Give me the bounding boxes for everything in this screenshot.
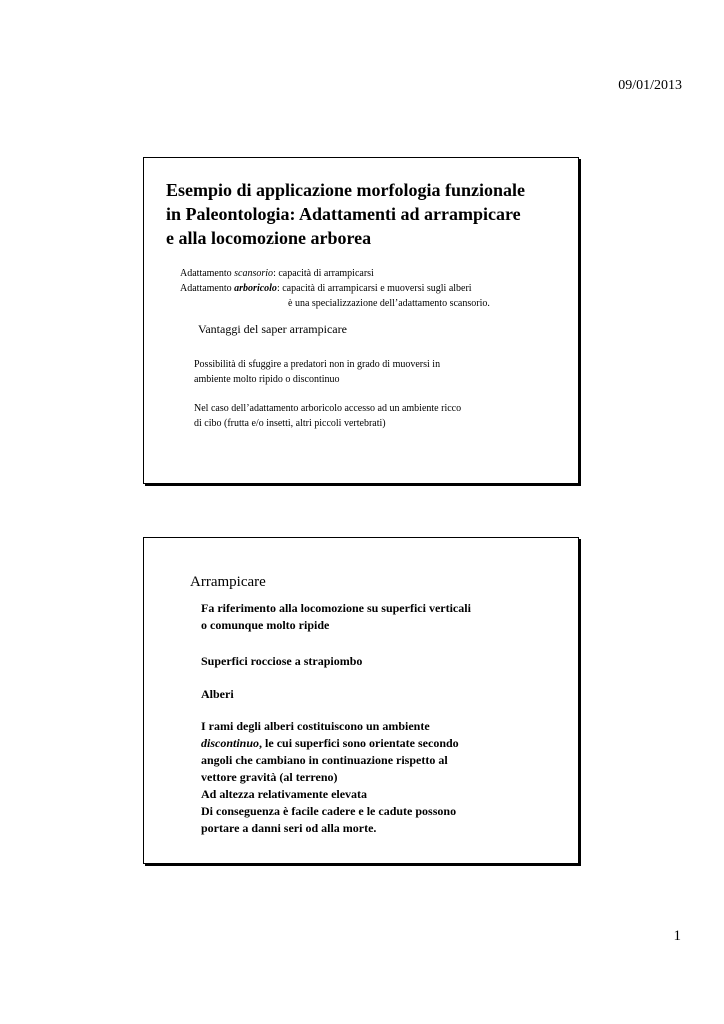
slide-1-title [166, 178, 525, 250]
slide-1 [143, 157, 579, 484]
slide-2-heading: Arrampicare [190, 574, 266, 590]
text-line: vettore gravità (al terreno) [201, 770, 338, 784]
page-number: 1 [673, 928, 681, 944]
definition-continuation: è una specializzazione dell’adattamento scansorio. [288, 298, 490, 309]
definition-prefix: Adattamento [180, 268, 235, 279]
title-line: in Paleontologia: Adattamenti ad arrampicare [166, 204, 521, 224]
definition-term: scansorio [234, 268, 274, 279]
text-line: Ad altezza relativamente elevata [201, 787, 368, 801]
text-line: o comunque molto ripide [201, 618, 330, 632]
text-line: angoli che cambiano in continuazione rispetto al [201, 753, 448, 767]
definition-prefix: Adattamento [180, 283, 235, 294]
date-header: 09/01/2013 [618, 78, 682, 93]
text-line: Di conseguenza è facile cadere e le cadute possono [201, 804, 457, 818]
text-line [201, 735, 459, 752]
definition-text: : capacità di arrampicarsi [273, 268, 374, 279]
text-line: I rami degli alberi costituiscono un ambiente [201, 719, 430, 733]
slide-2 [143, 537, 579, 864]
advantages-subheading: Vantaggi del saper arrampicare [198, 322, 347, 336]
definition-arboricolo [180, 281, 472, 296]
definition-scansorio [180, 266, 374, 281]
text-line: Alberi [201, 687, 234, 701]
paragraph-line: Possibilità di sfuggire a predatori non in grado di muoversi in [194, 359, 441, 370]
emphasized-term: discontinuo [201, 736, 260, 750]
definition-term: arboricolo [234, 283, 277, 294]
paragraph-line: ambiente molto ripido o discontinuo [194, 374, 340, 385]
text-line: Fa riferimento alla locomozione su superfici verticali [201, 601, 471, 615]
title-line: e alla locomozione arborea [166, 228, 372, 248]
definition-text: : capacità di arrampicarsi e muoversi sugli alberi [276, 283, 472, 294]
title-line: Esempio di applicazione morfologia funzionale [166, 180, 526, 200]
paragraph-line: di cibo (frutta e/o insetti, altri piccoli vertebrati) [194, 418, 386, 429]
text-line: Superfici rocciose a strapiombo [201, 654, 363, 668]
text-line: portare a danni seri od alla morte. [201, 821, 377, 835]
paragraph-line: Nel caso dell’adattamento arboricolo accesso ad un ambiente ricco [194, 403, 462, 414]
text-continuation: , le cui superfici sono orientate secondo [259, 736, 459, 750]
